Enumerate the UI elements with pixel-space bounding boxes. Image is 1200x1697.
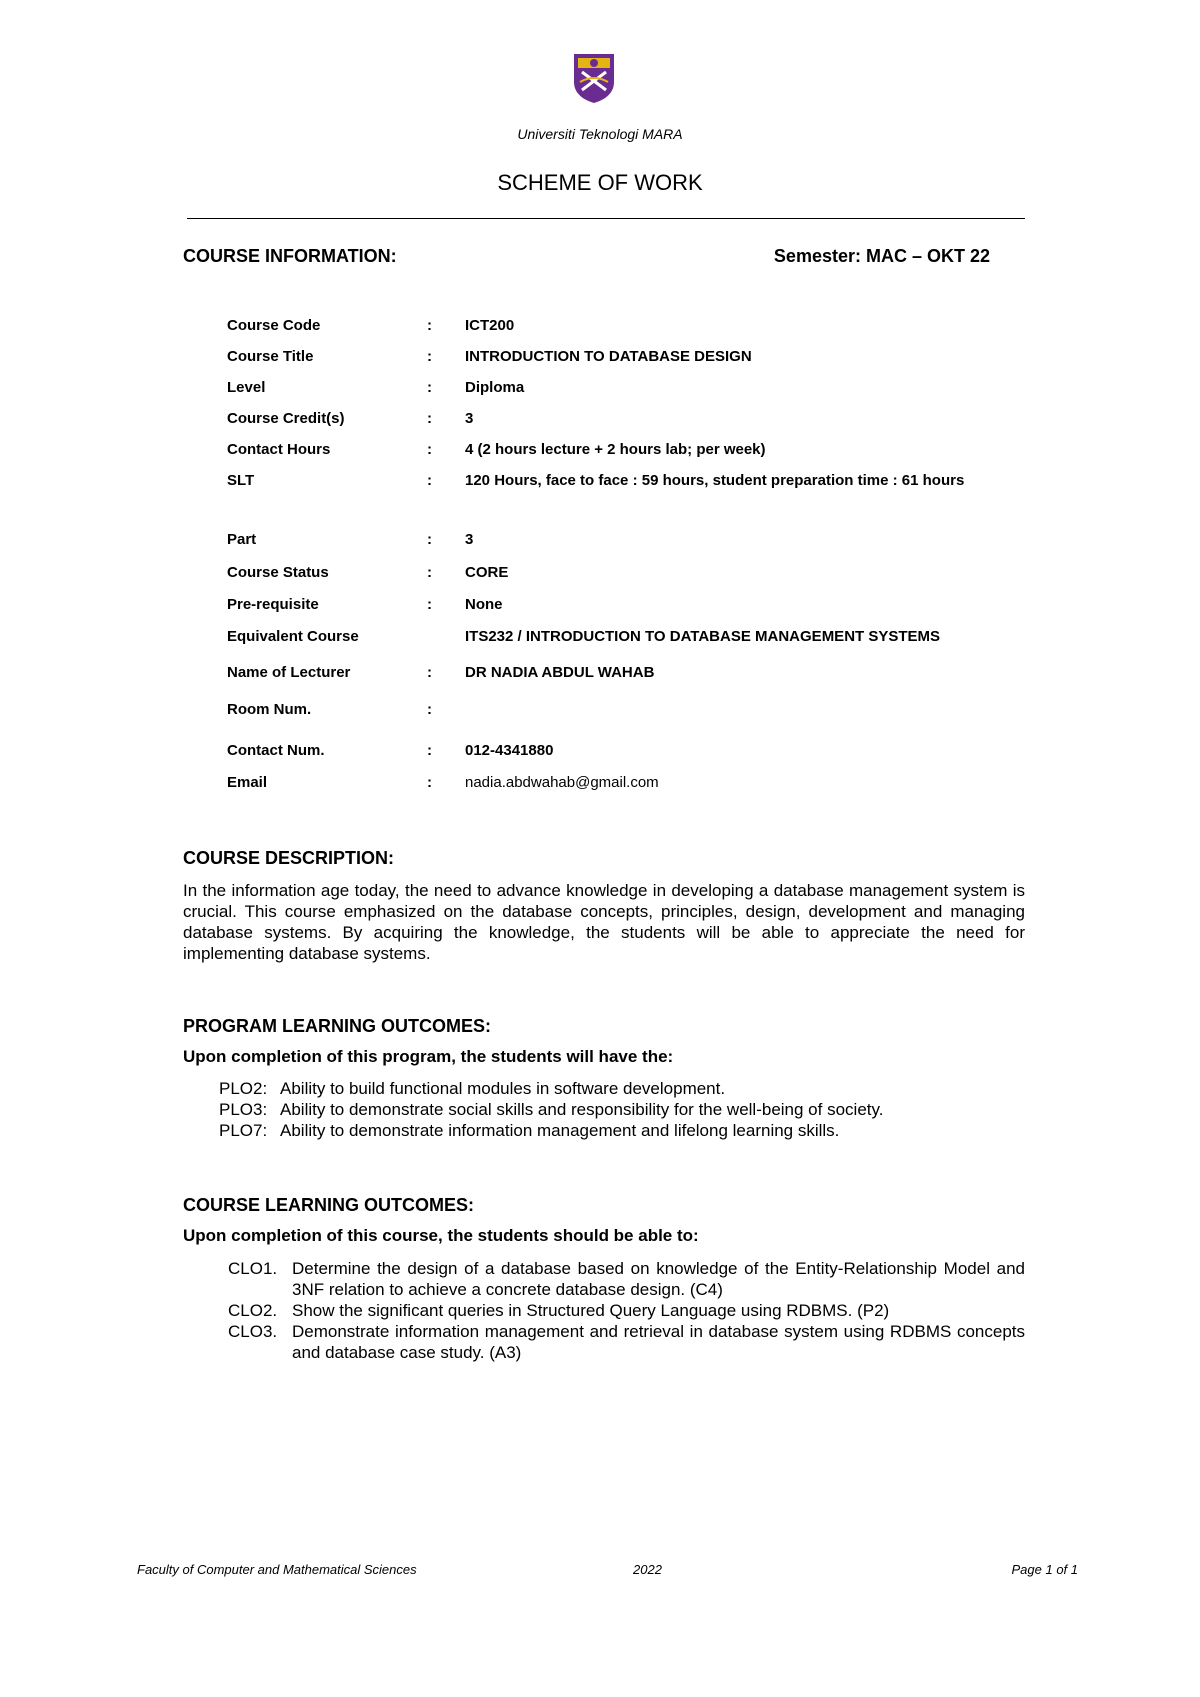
- info-colon: :: [427, 379, 432, 396]
- info-label: Course Status: [227, 564, 329, 581]
- info-label: Room Num.: [227, 701, 312, 718]
- outcome-text: Ability to build functional modules in software development.: [280, 1079, 726, 1098]
- info-label: Pre-requisite: [227, 596, 319, 613]
- info-colon: :: [427, 564, 432, 581]
- info-value: INTRODUCTION TO DATABASE DESIGN: [465, 348, 752, 365]
- info-value: 3: [465, 410, 474, 427]
- list-item: [228, 1258, 1025, 1300]
- info-label: Course Code: [227, 317, 321, 334]
- email-value: nadia.abdwahab@gmail.com: [465, 774, 659, 791]
- info-value: ITS232 / INTRODUCTION TO DATABASE MANAGEMENT SYSTEMS: [465, 628, 941, 645]
- footer-year: 2022: [633, 1562, 662, 1577]
- semester-label: Semester: MAC – OKT 22: [773, 246, 990, 266]
- info-label: Name of Lecturer: [227, 664, 351, 681]
- outcome-code: CLO1.: [228, 1259, 278, 1278]
- info-value: ICT200: [465, 317, 515, 334]
- list-item: [228, 1300, 1025, 1321]
- info-label: Email: [227, 774, 268, 791]
- info-colon: :: [427, 742, 432, 759]
- info-colon: :: [427, 701, 432, 718]
- outcome-text: Ability to demonstrate information management and lifelong learning skills.: [280, 1121, 840, 1140]
- outcome-code: CLO2.: [228, 1301, 278, 1320]
- course-outcomes-heading: COURSE LEARNING OUTCOMES:: [183, 1195, 475, 1215]
- course-description-heading: COURSE DESCRIPTION:: [183, 848, 395, 868]
- program-outcomes-intro: Upon completion of this program, the students will have the:: [183, 1047, 674, 1066]
- course-outcomes-intro: Upon completion of this course, the students should be able to:: [183, 1226, 699, 1245]
- outcome-code: CLO3.: [228, 1322, 278, 1341]
- info-value: 4 (2 hours lecture + 2 hours lab; per week): [465, 441, 766, 458]
- program-outcomes-heading: PROGRAM LEARNING OUTCOMES:: [183, 1016, 491, 1036]
- info-label: Course Title: [227, 348, 314, 365]
- list-item: [219, 1078, 979, 1099]
- info-colon: :: [427, 774, 432, 791]
- list-item: [219, 1099, 979, 1120]
- uitm-shield-icon: [572, 52, 616, 104]
- footer-page-number: Page 1 of 1: [1011, 1562, 1078, 1577]
- university-name: Universiti Teknologi MARA: [517, 126, 683, 142]
- info-value: Diploma: [465, 379, 525, 396]
- course-information-heading: COURSE INFORMATION:: [183, 246, 397, 266]
- document-title: SCHEME OF WORK: [497, 170, 703, 195]
- info-colon: :: [427, 348, 432, 365]
- outcome-code: PLO2:: [219, 1079, 268, 1098]
- program-outcomes-list: [219, 1078, 979, 1141]
- info-colon: :: [427, 441, 432, 458]
- info-value: 120 Hours, face to face : 59 hours, student preparation time : 61 hours: [465, 472, 965, 489]
- list-item: [219, 1120, 979, 1141]
- outcome-code: PLO3:: [219, 1100, 268, 1119]
- info-label: SLT: [227, 472, 255, 489]
- outcome-code: PLO7:: [219, 1121, 268, 1140]
- university-logo: [572, 52, 616, 104]
- outcome-text: Demonstrate information management and retrieval in database system using RDBMS concepts and database case study. (A3): [292, 1322, 1025, 1362]
- info-colon: :: [427, 317, 432, 334]
- course-outcomes-list: [228, 1258, 1025, 1363]
- info-colon: :: [427, 664, 432, 681]
- outcome-text: Ability to demonstrate social skills and responsibility for the well-being of society.: [280, 1100, 884, 1119]
- title-divider: [187, 218, 1025, 219]
- info-colon: :: [427, 472, 432, 489]
- info-label: Contact Hours: [227, 441, 331, 458]
- info-label: Part: [227, 531, 257, 548]
- info-value: 012-4341880: [465, 742, 554, 759]
- info-colon: :: [427, 531, 432, 548]
- info-colon: :: [427, 596, 432, 613]
- info-value: None: [465, 596, 503, 613]
- info-value: 3: [465, 531, 474, 548]
- info-label: Course Credit(s): [227, 410, 345, 427]
- info-label: Equivalent Course: [227, 628, 359, 645]
- info-value: CORE: [465, 564, 509, 581]
- outcome-text: Show the significant queries in Structured Query Language using RDBMS. (P2): [292, 1301, 890, 1320]
- course-description-text: In the information age today, the need to advance knowledge in developing a database management system is crucial. This course emphasized on the database concepts, principles, design, development and managing database systems. By acquiring the knowledge, the students will be able to appreciate the need for implementing database systems.: [183, 881, 1025, 963]
- list-item: [228, 1321, 1025, 1363]
- info-value: DR NADIA ABDUL WAHAB: [465, 664, 655, 681]
- footer-faculty: Faculty of Computer and Mathematical Sciences: [137, 1562, 417, 1577]
- info-label: Contact Num.: [227, 742, 325, 759]
- outcome-text: Determine the design of a database based on knowledge of the Entity-Relationship Model and 3NF relation to achieve a concrete database design. (C4): [292, 1259, 1025, 1299]
- info-label: Level: [227, 379, 266, 396]
- info-colon: :: [427, 410, 432, 427]
